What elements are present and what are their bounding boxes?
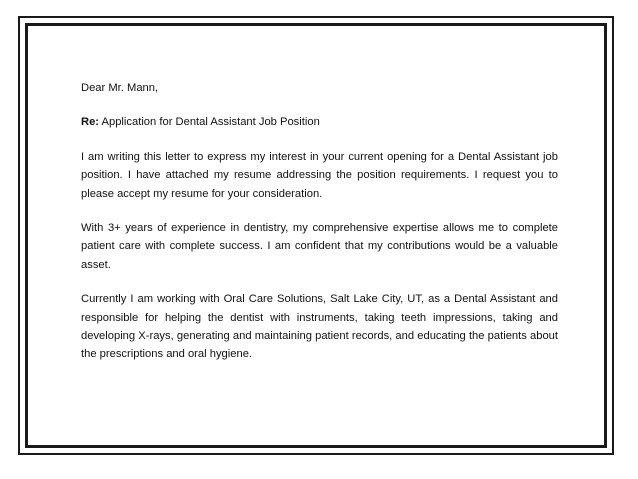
subject-line bbox=[81, 113, 558, 131]
paragraph-experience: With 3+ years of experience in dentistry, my comprehensive expertise allows me to complete patient care with complete success. I am confident that my contributions would be a valuable asset. bbox=[81, 222, 558, 271]
salutation: Dear Mr. Mann, bbox=[81, 82, 159, 94]
subject-label: Re: bbox=[81, 116, 100, 129]
letter-body bbox=[81, 79, 558, 380]
paragraph-interest: I am writing this letter to express my interest in your current opening for a Dental Assistant job position. I have attached my resume addressing the position requirements. I request you to please accept my resume for your consideration. bbox=[81, 150, 558, 200]
subject-text: Application for Dental Assistant Job Position bbox=[99, 116, 320, 129]
paragraph-current-role: Currently I am working with Oral Care Solutions, Salt Lake City, UT, as a Dental Assistant and responsible for helping the dentist with instruments, taking teeth impressions, taking and developing X-rays, generating and maintaining patient records, and educating the patients about the prescriptions and oral hygiene. bbox=[81, 293, 558, 361]
